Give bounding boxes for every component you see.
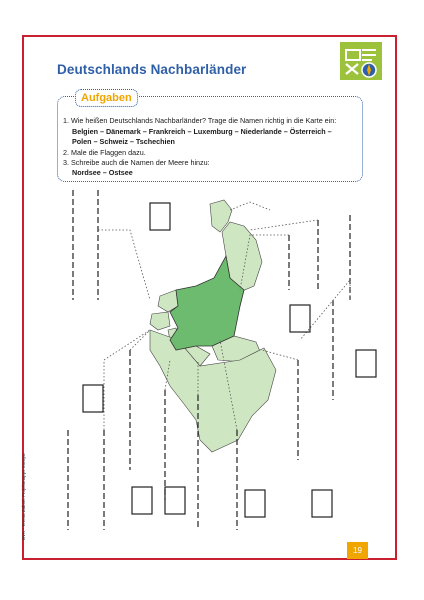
flag-box	[132, 487, 152, 514]
task-line: Nordsee – Ostsee	[72, 168, 133, 177]
flag-box	[356, 350, 376, 377]
flag-box	[290, 305, 310, 332]
task-line: Polen – Schweiz – Tschechien	[72, 137, 175, 146]
answer-lines	[68, 190, 350, 530]
page-title: Deutschlands Nachbarländer	[57, 62, 247, 77]
tasks-tag: Aufgaben	[75, 89, 138, 107]
task-line: 1. Wie heißen Deutschlands Nachbarländer? Trage die Namen richtig in die Karte ein:	[63, 116, 337, 125]
task-line: 3. Schreibe auch die Namen der Meere hinzu:	[63, 158, 210, 167]
task-line: 2. Male die Flaggen dazu.	[63, 148, 146, 157]
belgium-shape	[150, 312, 170, 330]
flag-box	[245, 490, 265, 517]
flag-box	[165, 487, 185, 514]
side-note: BVK • Teresa Zabori: Projektmappe Europa	[21, 453, 26, 540]
page-number: 19	[347, 542, 368, 559]
flag-box	[150, 203, 170, 230]
flag-box	[312, 490, 332, 517]
flag-box	[83, 385, 103, 412]
task-line: Belgien – Dänemark – Frankreich – Luxemburg – Niederlande – Österreich –	[72, 127, 332, 136]
